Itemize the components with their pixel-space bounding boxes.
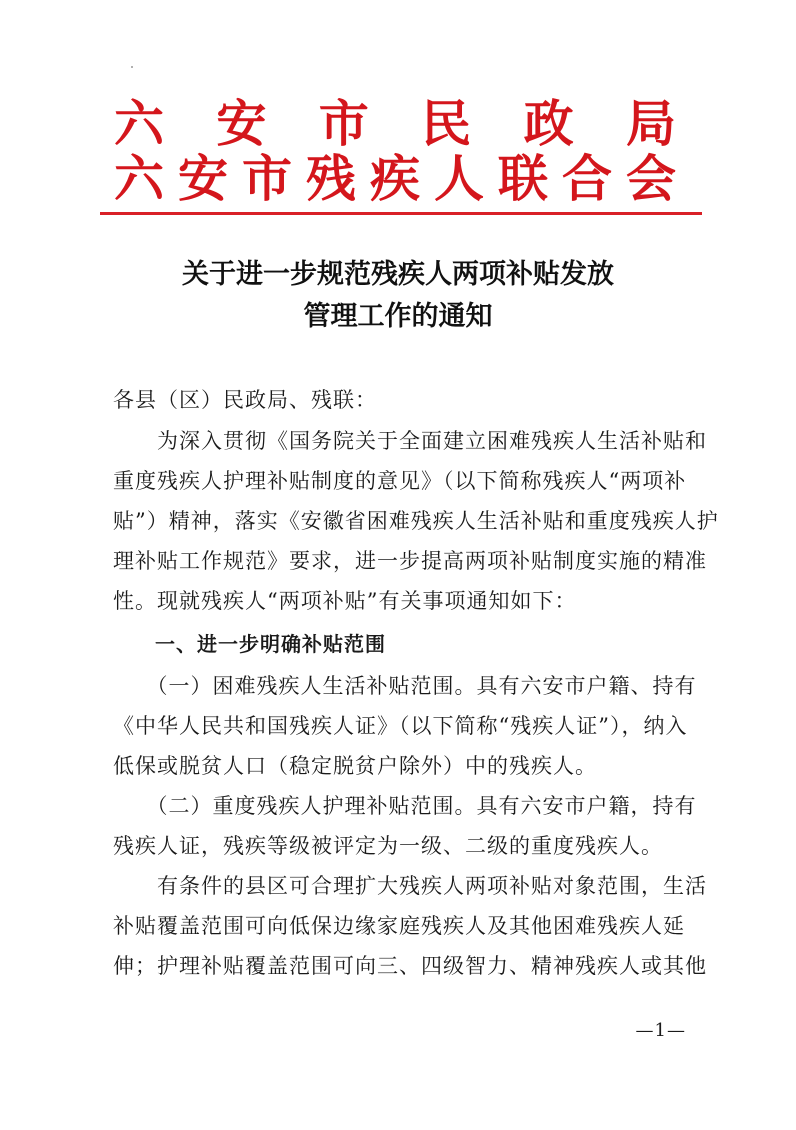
issuer-char: 合 xyxy=(562,150,612,208)
issuer-char: 政 xyxy=(523,95,574,153)
intro-line: 为深入贯彻《国务院关于全面建立困难残疾人生活补贴和 xyxy=(113,429,707,453)
issuer-char: 市 xyxy=(318,95,369,153)
extension-line: 补贴覆盖范围可向低保边缘家庭残疾人及其他困难残疾人延 xyxy=(113,914,685,938)
issuer-char: 民 xyxy=(421,95,472,153)
intro-line: 性。现就残疾人“两项补贴”有关事项通知如下： xyxy=(113,589,577,613)
document-title-line-1: 关于进一步规范残疾人两项补贴发放 xyxy=(182,259,614,290)
section-1-heading xyxy=(113,624,693,664)
item-1-line: 低保或脱贫人口（稳定脱贫户除外）中的残疾人。 xyxy=(113,754,597,778)
salutation-text: 各县（区）民政局、残联： xyxy=(113,388,377,412)
intro-line: 重度残疾人护理补贴制度的意见》（以下简称残疾人“两项补 xyxy=(113,469,687,493)
issuer-char: 人 xyxy=(434,150,484,208)
scan-speck xyxy=(131,66,133,68)
page-number: —1— xyxy=(635,1020,686,1041)
intro-paragraph xyxy=(113,421,719,621)
item-1-paragraph xyxy=(113,666,697,786)
issuer-char: 局 xyxy=(625,95,676,153)
issuer-char: 会 xyxy=(626,150,676,208)
issuer-line-civil-affairs xyxy=(110,95,680,153)
issuer-char: 市 xyxy=(242,150,292,208)
item-2-line: 残疾人证，残疾等级被评定为一级、二级的重度残疾人。 xyxy=(113,834,663,858)
issuer-char: 联 xyxy=(498,150,548,208)
extension-paragraph xyxy=(113,866,707,986)
intro-line: 贴”）精神，落实《安徽省困难残疾人生活补贴和重度残疾人护 xyxy=(113,509,719,533)
item-2-paragraph xyxy=(113,786,697,866)
red-header-rule xyxy=(100,212,702,215)
issuer-char: 疾 xyxy=(370,150,420,208)
issuer-line-disabled-federation xyxy=(110,150,680,208)
issuer-char: 残 xyxy=(306,150,356,208)
item-1-line: （一）困难残疾人生活补贴范围。具有六安市户籍、持有 xyxy=(113,674,697,698)
issuer-char: 安 xyxy=(216,95,267,153)
item-1-line: 《中华人民共和国残疾人证》（以下简称“残疾人证”），纳入 xyxy=(113,714,688,738)
extension-line: 有条件的县区可合理扩大残疾人两项补贴对象范围，生活 xyxy=(113,874,707,898)
issuer-char: 六 xyxy=(114,95,164,153)
extension-line: 伸；护理补贴覆盖范围可向三、四级智力、精神残疾人或其他 xyxy=(113,954,707,978)
document-title-line-2: 管理工作的通知 xyxy=(303,301,493,332)
issuer-char: 安 xyxy=(178,150,228,208)
issuer-char: 六 xyxy=(114,150,164,208)
salutation xyxy=(113,380,693,420)
item-2-line: （二）重度残疾人护理补贴范围。具有六安市户籍，持有 xyxy=(113,794,697,818)
intro-line: 理补贴工作规范》要求，进一步提高两项补贴制度实施的精准 xyxy=(113,549,707,573)
section-1-heading-text: 一、进一步明确补贴范围 xyxy=(113,632,386,656)
